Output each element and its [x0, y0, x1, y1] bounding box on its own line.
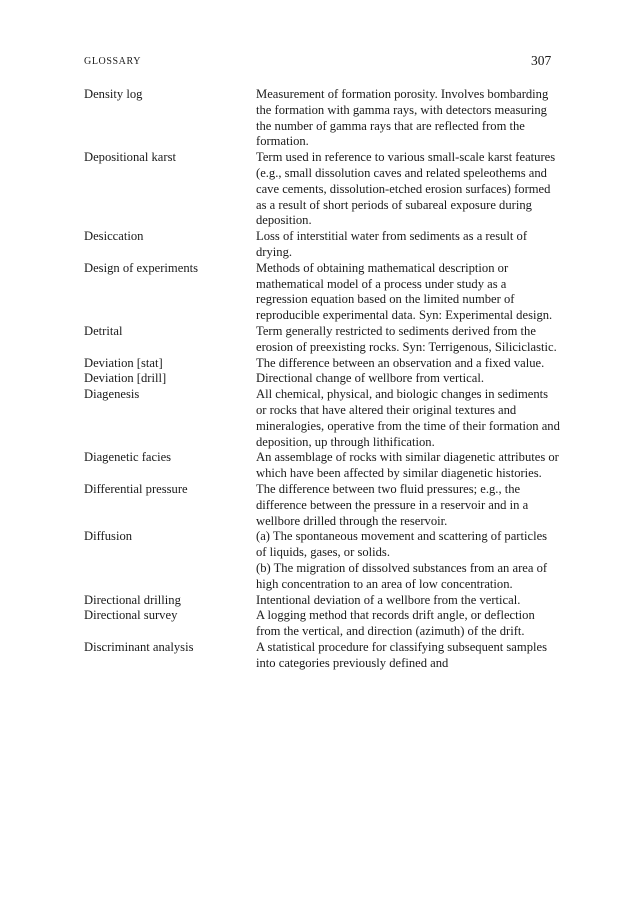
entry-definition: (a) The spontaneous movement and scattering of particles of liquids, gases, or solids. [256, 529, 548, 560]
entry-definition: A statistical procedure for classifying subsequent samples into categories previously defined and [256, 639, 547, 670]
entry-definition: Term generally restricted to sediments derived from the erosion of preexisting rocks. Syn: Terrigenous, Siliciclastic. [256, 323, 557, 354]
entry-definition: Directional change of wellbore from vertical. [256, 371, 484, 386]
glossary-entry [84, 150, 564, 229]
entry-term: Deviation [drill] [84, 371, 167, 386]
glossary-entry [84, 593, 564, 609]
page-number: 307 [531, 53, 552, 68]
glossary-list [84, 87, 564, 671]
glossary-entry [84, 87, 564, 150]
entry-term: Design of experiments [84, 260, 199, 275]
glossary-entry [84, 640, 564, 672]
glossary-entry [84, 450, 564, 482]
entry-definition: Intentional deviation of a wellbore from the vertical. [256, 592, 521, 607]
entry-definition: All chemical, physical, and biologic changes in sediments or rocks that have altered their original textures and mineralogies, operative from the time of their formation and deposition, up through lithification. [256, 387, 560, 449]
glossary-entry [84, 229, 564, 261]
entry-term: Directional survey [84, 608, 178, 623]
entry-definition: Measurement of formation porosity. Involves bombarding the formation with gamma rays, with detectors measuring the number of gamma rays that are reflected from the formation. [256, 87, 549, 149]
glossary-entry [84, 529, 564, 592]
entry-term: Detrital [84, 323, 123, 338]
entry-term: Discriminant analysis [84, 639, 194, 654]
entry-definition: Methods of obtaining mathematical description or mathematical model of a process under study as a regression equation based on the limited number of reproducible experimental data. Syn: Experimental design. [256, 260, 553, 323]
glossary-entry [84, 387, 564, 450]
glossary-entry [84, 261, 564, 324]
entry-definition: An assemblage of rocks with similar diagenetic attributes or which have been affected by similar diagenetic histories. [256, 450, 559, 481]
entry-definition: A logging method that records drift angle, or deflection from the vertical, and direction (azimuth) of the drift. [256, 608, 535, 639]
entry-definition: The difference between an observation and a fixed value. [256, 355, 545, 370]
glossary-entry [84, 371, 564, 387]
entry-term: Density log [84, 87, 143, 101]
running-head: GLOSSARY [84, 56, 142, 67]
entry-term: Desiccation [84, 229, 144, 244]
entry-definition: Term used in reference to various small-scale karst features (e.g., small dissolution caves and related speleothems and cave cements, dissolution-etched erosion surfaces) formed as a result of short periods of subareal exposure during deposition. [256, 150, 556, 228]
glossary-entry [84, 482, 564, 529]
glossary-entry [84, 356, 564, 372]
entry-definition: The difference between two fluid pressures; e.g., the difference between the pressure in a reservoir and in a wellbore drilled through the reservoir. [256, 481, 529, 528]
entry-term: Depositional karst [84, 150, 176, 165]
glossary-entry [84, 324, 564, 356]
entry-definition: (b) The migration of dissolved substances from an area of high concentration to an area of low concentration. [256, 560, 548, 591]
glossary-entry [84, 608, 564, 640]
entry-term: Directional drilling [84, 592, 181, 607]
entry-term: Diffusion [84, 529, 133, 544]
entry-term: Deviation [stat] [84, 355, 163, 370]
entry-definition: Loss of interstitial water from sediments as a result of drying. [256, 229, 528, 259]
entry-term: Diagenesis [84, 387, 140, 402]
entry-term: Differential pressure [84, 481, 188, 496]
entry-term: Diagenetic facies [84, 450, 172, 465]
